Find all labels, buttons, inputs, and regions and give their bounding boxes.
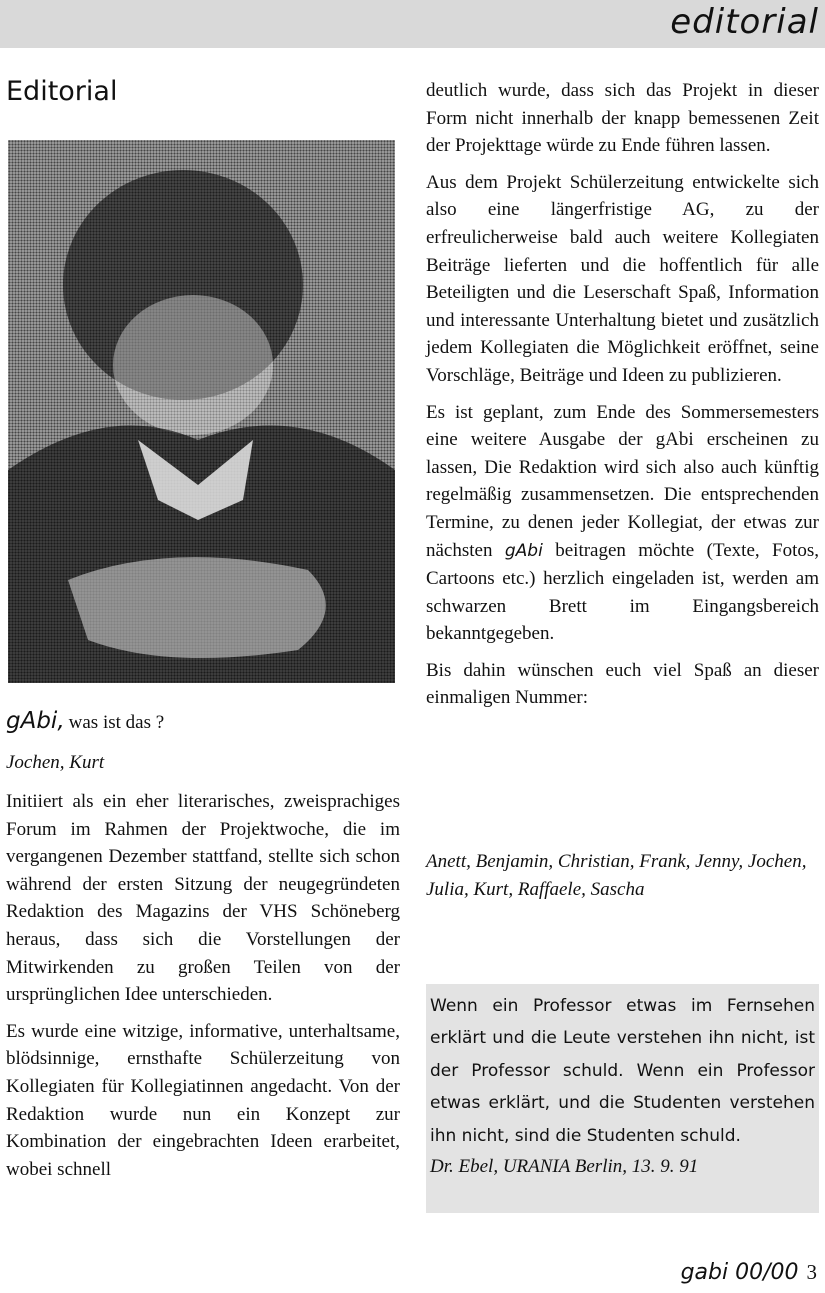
page-number: 3 xyxy=(806,1260,817,1284)
paragraph-text: Es ist geplant, zum Ende des Sommersemesters eine weitere Ausgabe der gAbi erscheinen zu lassen, Die Redaktion wird sich also auch künftig regelmäßig zusammensetzen. Die entsprechenden Termine, zu denen jeder Kollegiat, der etwas zur nächsten xyxy=(426,401,819,561)
paragraph: deutlich wurde, dass sich das Projekt in dieser Form nicht innerhalb der knapp bemessenen Zeit der Projekttage würde zu Ende führen lassen. xyxy=(426,80,819,157)
article-authors: Jochen, Kurt xyxy=(6,752,105,773)
quote-box xyxy=(426,984,819,1213)
page-title: Editorial xyxy=(6,76,118,107)
subhead-brand: gAbi, xyxy=(6,708,65,734)
inline-brand: gAbi xyxy=(504,540,543,561)
page-footer xyxy=(681,1260,817,1285)
left-column xyxy=(6,788,400,1192)
right-column xyxy=(426,77,819,721)
footer-brand: gabi 00/00 xyxy=(680,1260,799,1285)
section-heading: editorial xyxy=(670,2,819,42)
paragraph: Es wurde eine witzige, informative, unterhaltsame, blödsinnige, ernsthafte Schülerzeitung von Kollegiaten für Kollegiatinnen angedacht. Von der Redaktion wurde nun ein Konzept zur Kombination der eingebrachten Ideen erarbeitet, wobei schnell xyxy=(6,1020,400,1180)
paragraph: Aus dem Projekt Schülerzeitung entwickelte sich also eine längerfristige AG, zu der erfreulicherweise bald auch weitere Kollegiaten Beiträge lieferten und die hoffentlich für alle Beteiligten und die Leserschaft Spaß, Information und interessante Unterhaltung bietet und zusätzlich jedem Kollegiaten die Möglichkeit eröffnet, seine Vorschläge, Beiträge und Ideen zu publizieren. xyxy=(426,171,819,386)
halftone-photo xyxy=(8,140,395,683)
quote-text: Wenn ein Professor etwas im Fernsehen erklärt und die Leute verstehen ihn nicht, ist der Professor schuld. Wenn ein Professor etwas erklärt, und die Studenten verstehen ihn nicht, sind die Studenten schuld. xyxy=(430,996,815,1146)
paragraph xyxy=(426,399,819,648)
paragraph-text: beitragen möchte (Texte, Fotos, Cartoons etc.) herzlich eingeladen ist, werden am schwarzen Brett im Eingangsbereich bekanntgegeben. xyxy=(426,539,820,645)
header-bar xyxy=(0,0,825,48)
article-subhead xyxy=(6,708,164,734)
subhead-text: was ist das ? xyxy=(68,712,165,733)
paragraph: Initiiert als ein eher literarisches, zweisprachiges Forum im Rahmen der Projektwoche, die im vergangenen Dezember stattfand, stellte sich schon während der ersten Sitzung der neugegründeten Redaktion des Magazins der VHS Schöneberg heraus, dass sich die Vorstellungen der Mitwirkenden zu großen Teilen von der ursprünglichen Idee unterschieden. xyxy=(6,791,400,1006)
editorial-signers: Anett, Benjamin, Christian, Frank, Jenny, Jochen, Julia, Kurt, Raffaele, Sascha xyxy=(426,851,807,900)
quote-source: Dr. Ebel, URANIA Berlin, 13. 9. 91 xyxy=(430,1156,699,1178)
photo-figure xyxy=(8,140,395,683)
paragraph: Bis dahin wünschen euch viel Spaß an dieser einmaligen Nummer: xyxy=(426,659,819,709)
